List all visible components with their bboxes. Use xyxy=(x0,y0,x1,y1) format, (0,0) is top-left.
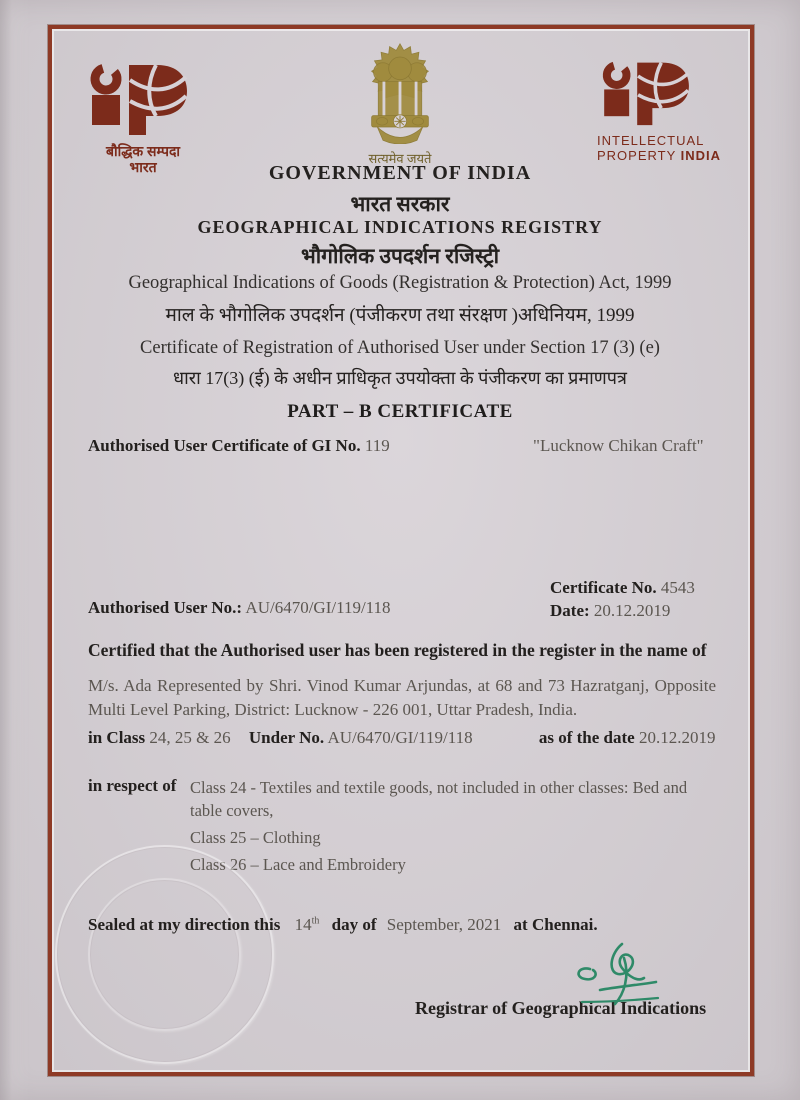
certificate-no-row xyxy=(550,578,695,598)
embossed-seal-inner xyxy=(88,878,241,1031)
gi-name: "Lucknow Chikan Craft" xyxy=(533,436,704,455)
registry-title-hindi: भौगोलिक उपदर्शन रजिस्ट्री xyxy=(300,244,500,268)
part-b-title: PART – B CERTIFICATE xyxy=(287,401,513,422)
ip-logo-right xyxy=(597,60,757,164)
in-class-label: in Class xyxy=(88,728,146,747)
section-title-hindi: धारा 17(3) (ई) के अधीन प्राधिकृत उपयोक्ता के पंजीकरण का प्रमाणपत्र xyxy=(173,368,627,388)
seal-day: 14th xyxy=(294,915,320,934)
date-label: Date: xyxy=(550,601,590,620)
date-value: 20.12.2019 xyxy=(593,601,671,620)
national-emblem xyxy=(340,40,460,167)
class-item-24: Class 24 - Textiles and textile goods, not included in other classes: Bed and table covers, xyxy=(190,778,688,820)
gi-number-value: 119 xyxy=(364,436,390,455)
class-under-row xyxy=(88,728,715,748)
section-title: Certificate of Registration of Authorised User under Section 17 (3) (e) xyxy=(140,338,660,358)
government-of-india-title: GOVERNMENT OF INDIA xyxy=(268,162,532,184)
ip-india-logo-icon xyxy=(84,62,196,136)
authorised-user-no-label: Authorised User No.: xyxy=(88,598,243,617)
sealed-label: Sealed at my direction this xyxy=(88,915,281,934)
at-place-label: at Chennai. xyxy=(513,915,598,934)
act-title-hindi: माल के भौगोलिक उपदर्शन (पंजीकरण तथा संरक्षण )अधिनियम, 1999 xyxy=(165,305,635,326)
act-title: Geographical Indications of Goods (Registration & Protection) Act, 1999 xyxy=(128,273,672,293)
emblem-motto: सत्यमेव जयते xyxy=(368,151,432,166)
class-item-25: Class 25 – Clothing xyxy=(190,828,321,847)
ip-india-logo-icon xyxy=(597,60,697,126)
registry-title: GEOGRAPHICAL INDICATIONS REGISTRY xyxy=(197,217,603,237)
registrar-signature-icon xyxy=(560,938,680,1020)
under-no-value: AU/6470/GI/119/118 xyxy=(327,728,473,747)
certificate-no-label: Certificate No. xyxy=(550,578,657,597)
authorised-user-no-row xyxy=(88,598,391,618)
date-row xyxy=(550,601,670,621)
class-list xyxy=(190,776,706,880)
ip-left-caption-line1: बौद्धिक सम्पदा xyxy=(105,143,180,159)
certified-statement: Certified that the Authorised user has been registered in the register in the name of xyxy=(88,640,707,660)
gi-number-label: Authorised User Certificate of GI No. xyxy=(88,436,361,455)
authorised-user-no-value: AU/6470/GI/119/118 xyxy=(245,598,391,617)
certificate-no-value: 4543 xyxy=(660,578,695,597)
as-of-date-label: as of the date xyxy=(538,728,635,747)
government-of-india-hindi: भारत सरकार xyxy=(350,192,450,216)
day-of-label: day of xyxy=(331,915,377,934)
class-item-26: Class 26 – Lace and Embroidery xyxy=(190,855,406,874)
registrar-title: Registrar of Geographical Indications xyxy=(415,998,707,1018)
registrant-details: M/s. Ada Represented by Shri. Vinod Kumar Arjundas, at 68 and 73 Hazratganj, Opposite Multi Level Parking, District: Lucknow - 226 001, Uttar Pradesh, India. xyxy=(88,676,716,719)
ip-right-caption-line1: INTELLECTUAL xyxy=(597,133,705,148)
seal-month: September, 2021 xyxy=(386,915,502,934)
ip-left-caption-line2: भारत xyxy=(129,159,157,176)
sealed-statement xyxy=(88,915,598,935)
ip-right-caption-line2: PROPERTY INDIA xyxy=(597,147,722,163)
as-of-date-value: 20.12.2019 xyxy=(638,728,716,747)
ip-logo-left xyxy=(84,62,214,175)
lion-capital-emblem-icon xyxy=(352,40,448,144)
gi-number-row xyxy=(88,436,390,456)
in-respect-of-label: in respect of xyxy=(88,776,177,795)
under-no-label: Under No. xyxy=(248,728,325,747)
in-class-value: 24, 25 & 26 xyxy=(149,728,231,747)
